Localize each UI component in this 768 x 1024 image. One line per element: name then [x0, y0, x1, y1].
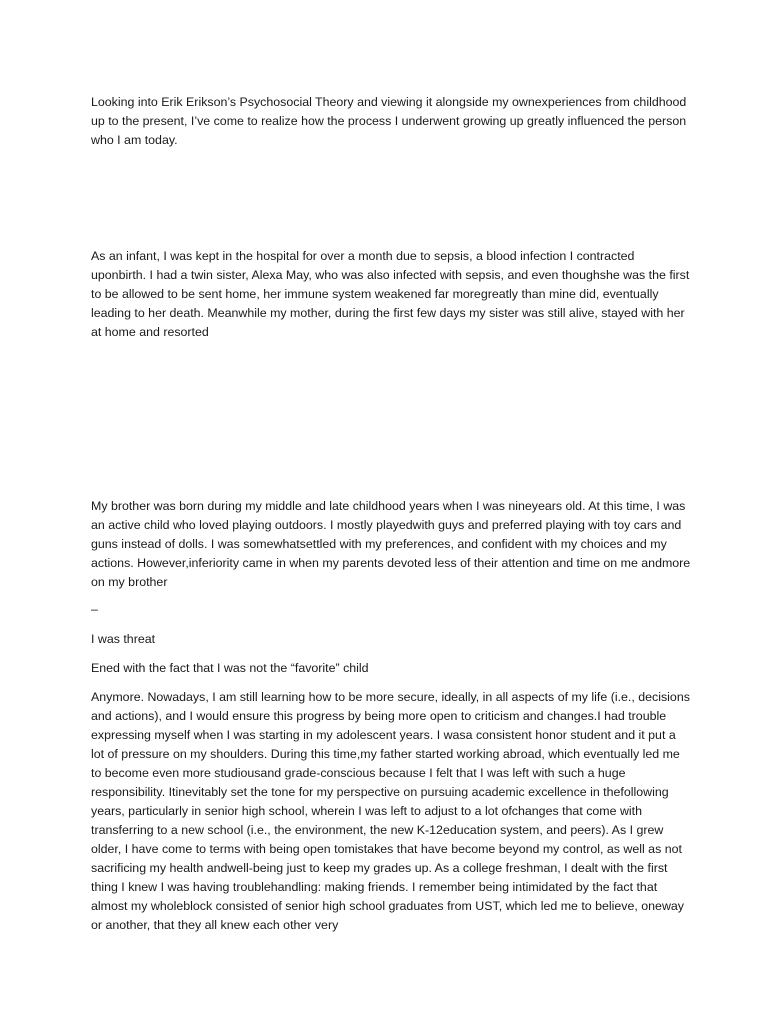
paragraph-dash: –	[91, 602, 98, 616]
paragraph-intro: Looking into Erik Erikson’s Psychosocial Theory and viewing it alongside my ownexperiences from childhood up to the present, I’ve come to realize how the process I underwent growing up greatly influenced the person who I am today.	[91, 95, 687, 147]
paragraph-infancy: As an infant, I was kept in the hospital for over a month due to sepsis, a blood infection I contracted uponbirth. I had a twin sister, Alexa May, who was also infected with sepsis, and even thoughshe was the first to be allowed to be sent home, her immune system weakened far moregreatly than mine did, eventually leading to her death. Meanwhile my mother, during the first few days my sister was still alive, stayed with her at home and resorted	[91, 249, 690, 339]
paragraph-childhood: My brother was born during my middle and late childhood years when I was nineyears old. At this time, I was an active child who loved playing outdoors. I mostly playedwith guys and preferred playing with toy cars and guns instead of dolls. I was somewhatsettled with my preferences, and confident with my choices and my actions. However,inferiority came in when my parents devoted less of their attention and time on me andmore on my brother	[91, 499, 691, 589]
paragraph-favorite-child: Ened with the fact that I was not the “favorite” child	[91, 661, 369, 675]
paragraph-threat: I was threat	[91, 632, 156, 646]
paragraph-adolescence: Anymore. Nowadays, I am still learning how to be more secure, ideally, in all aspects of my life (i.e., decisions and actions), and I would ensure this progress by being more open to criticism and changes.I had trouble expressing myself when I was starting in my adolescent years. I wasa consistent honor student and it put a lot of pressure on my shoulders. During this time,my father started working abroad, which eventually led me to become even more studiousand grade-conscious because I felt that I was left with such a huge responsibility. Itinevitably set the tone for my perspective on pursuing academic excellence in thefollowing years, particularly in senior high school, wherein I was left to adjust to a lot ofchanges that come with transferring to a new school (i.e., the environment, the new K-12education system, and peers). As I grew older, I have come to terms with being open tomistakes that have become beyond my control, as well as not sacrificing my health andwell-being just to keep my grades up. As a college freshman, I dealt with the first thing I knew I was having troublehandling: making friends. I remember being intimidated by the fact that almost my wholeblock consisted of senior high school graduates from UST, which led me to believe, oneway or another, that they all knew each other very	[91, 690, 690, 932]
